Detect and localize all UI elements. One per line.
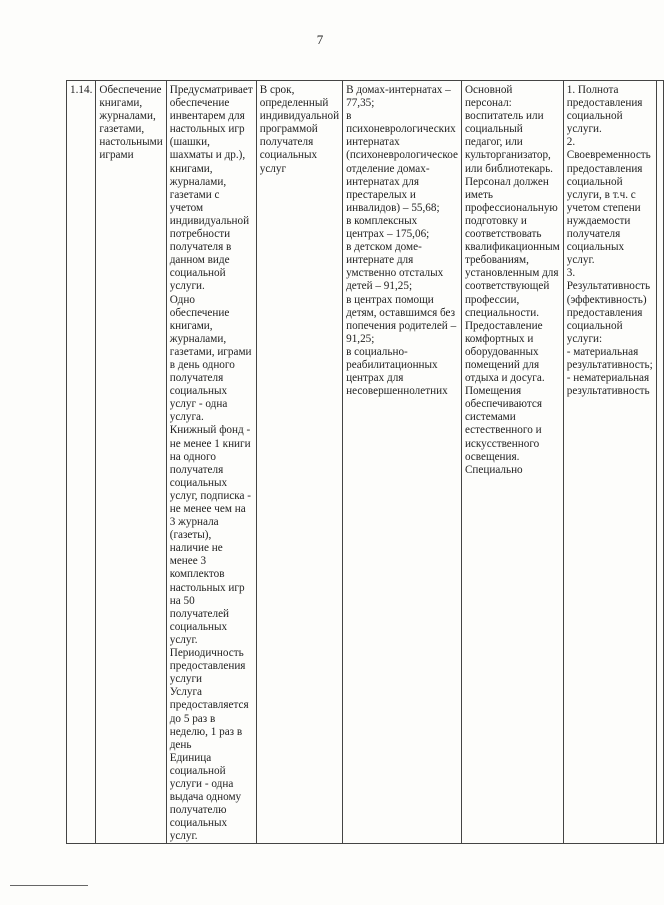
service-tariff: В домах-интернатах – 77,35; в психоневрологических интернатах (психоневрологическое отделение домах-интернатах для престарелых и инвалидов) – 55,68; в комплексных центрах – 175,06; в детском доме-интернате для умственно отсталых детей – 91,25; в центрах помощи детям, оставшимся без попечения родителей – 91,25; в социально-реабилитационных центрах для несовершеннолетних xyxy=(346,84,458,398)
service-term: В срок, определенный индивидуальной программой получателя социальных услуг xyxy=(259,84,342,175)
services-table xyxy=(66,80,664,844)
row-number: 1.14. xyxy=(67,81,96,844)
service-description: Предусматривает обеспечение инвентарем для настольных игр (шашки, шахматы и др.), книгами, журналами, газетами с учетом индивидуальной потребности получателя в данном виде социальной услуги. Одно обеспечение книгами, журналами, газетами, играми в день одного получателя социальных услуг - одна услуга. Книжный фонд - не менее 1 книги на одного получателя социальных услуг, подписка - не менее чем на 3 журнала (газеты), наличие не менее 3 комплектов настольных игр на 50 получателей социальных услуг. Периодичность предоставления услуги Услуга предоставляется до 5 раз в неделю, 1 раз в день Единица социальной услуги - одна выдача одному получателю социальных услуг. xyxy=(169,84,253,843)
footnote-divider xyxy=(10,885,88,886)
quality-indicators: 1. Полнота предоставления социальной услуги. 2. Своевременность предоставления социальной услуги, в т.ч. с учетом степени нуждаемости получателя социальных услуг. 3. Результативность (эффективность) предоставления социальной услуги: - материальная результативность; - нематериальная результативность xyxy=(566,84,653,398)
service-conditions: Основной персонал: воспитатель или социальный педагог, или культорганизатор, или библиотекарь. Персонал должен иметь профессиональную подготовку и соответствовать квалификационным требованиям, установленным для соответствующей профессии, специальности. Предоставление комфортных и оборудованных помещений для отдыха и досуга. Помещения обеспечиваются системами естественного и искусственного освещения. Специально xyxy=(464,84,560,476)
page-number: 7 xyxy=(316,32,324,47)
service-name: Обеспечение книгами, журналами, газетами, настольными играми xyxy=(99,84,166,162)
table-row xyxy=(67,81,664,844)
